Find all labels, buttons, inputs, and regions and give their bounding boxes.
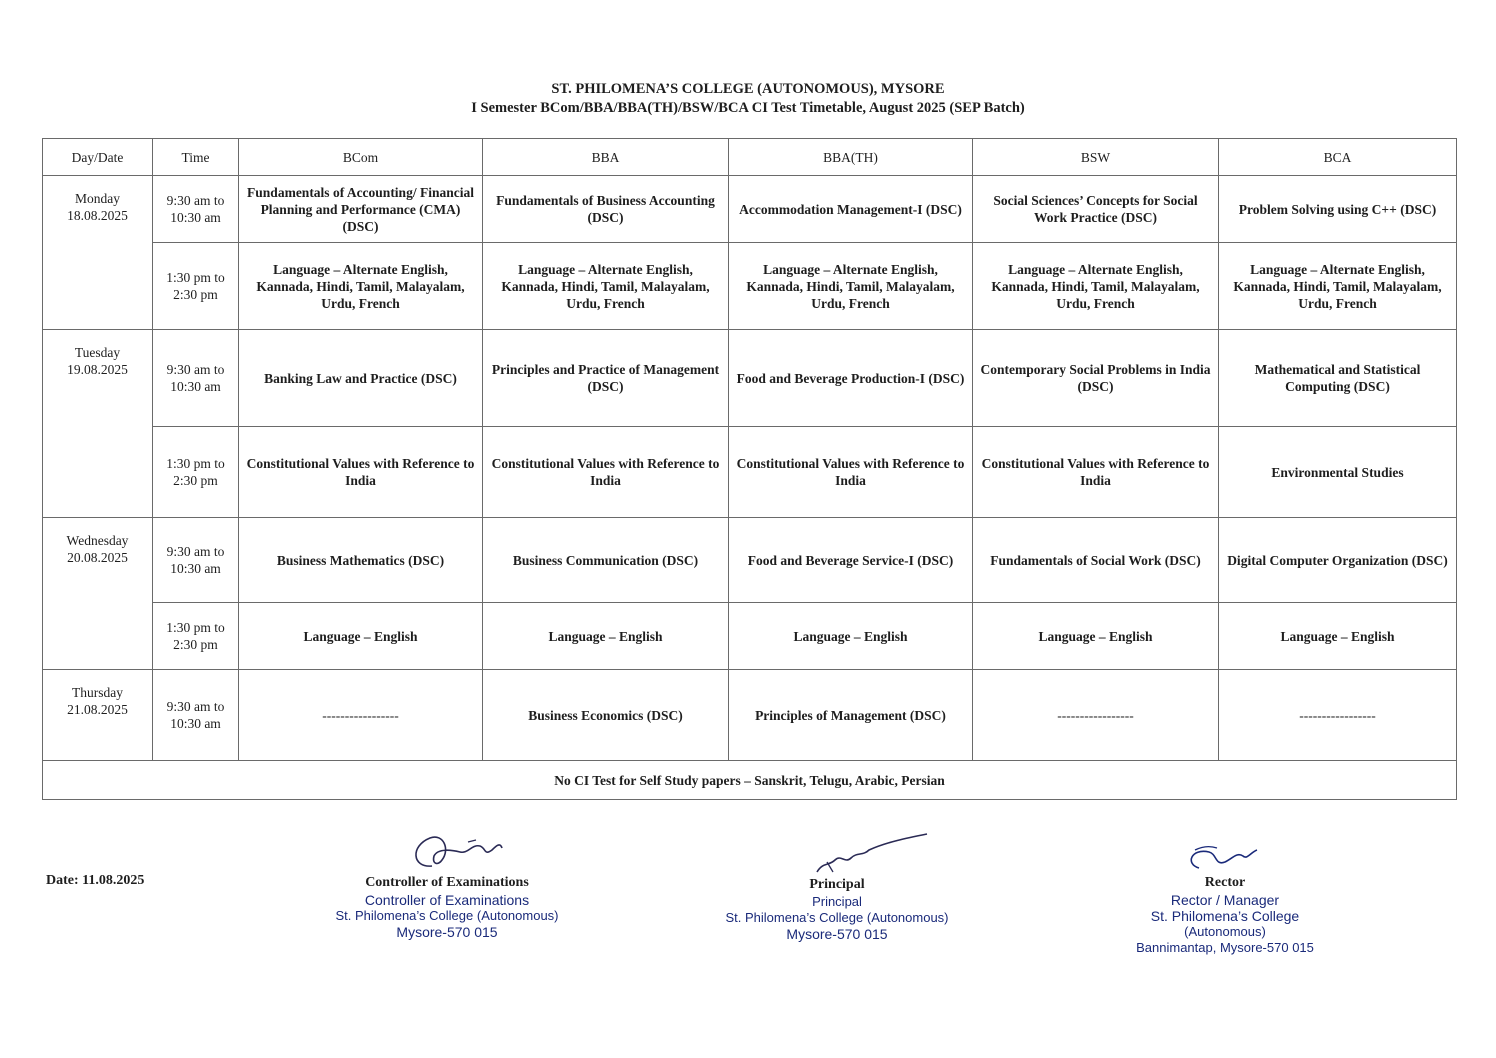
rector-stamp-line: Bannimantap, Mysore-570 015 <box>1136 940 1314 955</box>
subject-cell: Principles and Practice of Management (DSC) <box>483 330 729 427</box>
empty-subject-cell: ----------------- <box>239 670 483 761</box>
subject-cell: Language – Alternate English, Kannada, Hindi, Tamil, Malayalam, Urdu, French <box>239 243 483 330</box>
timetable-table <box>42 138 1457 800</box>
subject-cell: Business Communication (DSC) <box>483 518 729 603</box>
rector-signature <box>1110 838 1340 874</box>
time-cell: 1:30 pm to 2:30 pm <box>153 427 239 518</box>
controller-signature <box>322 828 572 874</box>
subject-cell: Social Sciences’ Concepts for Social Work Practice (DSC) <box>973 176 1219 243</box>
time-cell: 9:30 am to 10:30 am <box>153 518 239 603</box>
subject-cell: Language – English <box>239 603 483 670</box>
rector-stamp-line: St. Philomena’s College <box>1150 908 1300 924</box>
subject-cell: Problem Solving using C++ (DSC) <box>1219 176 1457 243</box>
document-heading <box>0 80 1496 118</box>
subject-cell: Constitutional Values with Reference to India <box>239 427 483 518</box>
timetable-subtitle: I Semester BCom/BBA/BBA(TH)/BSW/BCA CI Test Timetable, August 2025 (SEP Batch) <box>471 100 1025 116</box>
principal-signature-block <box>712 832 962 942</box>
principal-stamp-line: Principal <box>812 894 862 909</box>
table-row <box>43 243 1457 330</box>
controller-title: Controller of Examinations <box>365 875 529 890</box>
subject-cell: Constitutional Values with Reference to India <box>973 427 1219 518</box>
time-cell: 9:30 am to 10:30 am <box>153 670 239 761</box>
subject-cell: Food and Beverage Production-I (DSC) <box>729 330 973 427</box>
subject-cell: Fundamentals of Social Work (DSC) <box>973 518 1219 603</box>
self-study-note: No CI Test for Self Study papers – Sanskrit, Telugu, Arabic, Persian <box>43 761 1457 800</box>
table-row <box>43 670 1457 761</box>
column-header: Day/Date <box>43 139 153 176</box>
time-cell: 1:30 pm to 2:30 pm <box>153 243 239 330</box>
day-cell <box>43 670 153 761</box>
column-header: BCom <box>239 139 483 176</box>
principal-signature <box>712 832 962 876</box>
table-row <box>43 427 1457 518</box>
subject-cell: Contemporary Social Problems in India (DSC) <box>973 330 1219 427</box>
subject-cell: Accommodation Management-I (DSC) <box>729 176 973 243</box>
subject-cell: Banking Law and Practice (DSC) <box>239 330 483 427</box>
controller-stamp-line: Controller of Examinations <box>364 892 530 908</box>
subject-cell: Language – Alternate English, Kannada, Hindi, Tamil, Malayalam, Urdu, French <box>483 243 729 330</box>
subject-cell: Constitutional Values with Reference to India <box>483 427 729 518</box>
day-date: 21.08.2025 <box>67 702 128 717</box>
college-title: ST. PHILOMENA’S COLLEGE (AUTONOMOUS), MYSORE <box>551 81 945 97</box>
day-cell <box>43 518 153 670</box>
table-row <box>43 518 1457 603</box>
day-name: Thursday <box>72 685 123 700</box>
subject-cell: Language – Alternate English, Kannada, Hindi, Tamil, Malayalam, Urdu, French <box>729 243 973 330</box>
empty-subject-cell: ----------------- <box>1219 670 1457 761</box>
principal-title: Principal <box>809 877 865 892</box>
note-row <box>43 761 1457 800</box>
subject-cell: Business Mathematics (DSC) <box>239 518 483 603</box>
empty-subject-cell: ----------------- <box>973 670 1219 761</box>
subject-cell: Environmental Studies <box>1219 427 1457 518</box>
subject-cell: Language – English <box>483 603 729 670</box>
day-name: Wednesday <box>66 533 129 548</box>
table-row <box>43 176 1457 243</box>
subject-cell: Food and Beverage Service-I (DSC) <box>729 518 973 603</box>
rector-title: Rector <box>1204 875 1246 890</box>
subject-cell: Language – Alternate English, Kannada, Hindi, Tamil, Malayalam, Urdu, French <box>973 243 1219 330</box>
subject-cell: Language – English <box>1219 603 1457 670</box>
column-header: BBA <box>483 139 729 176</box>
column-header: BCA <box>1219 139 1457 176</box>
day-date: 19.08.2025 <box>67 362 128 377</box>
rector-stamp-line: Rector / Manager <box>1170 892 1280 908</box>
table-row <box>43 603 1457 670</box>
column-header: BBA(TH) <box>729 139 973 176</box>
column-header: BSW <box>973 139 1219 176</box>
table-header-row <box>43 139 1457 176</box>
controller-signature-block <box>322 828 572 940</box>
principal-stamp-line: Mysore-570 015 <box>786 926 888 942</box>
controller-stamp-line: St. Philomena’s College (Autonomous) <box>335 908 559 923</box>
subject-cell: Mathematical and Statistical Computing (DSC) <box>1219 330 1457 427</box>
subject-cell: Digital Computer Organization (DSC) <box>1219 518 1457 603</box>
subject-cell: Business Economics (DSC) <box>483 670 729 761</box>
rector-signature-block <box>1110 838 1340 956</box>
day-date: 20.08.2025 <box>67 550 128 565</box>
subject-cell: Language – English <box>729 603 973 670</box>
rector-stamp-line: (Autonomous) <box>1184 924 1266 939</box>
subject-cell: Principles of Management (DSC) <box>729 670 973 761</box>
day-name: Tuesday <box>74 345 121 360</box>
controller-stamp-line: Mysore-570 015 <box>396 924 498 940</box>
subject-cell: Fundamentals of Accounting/ Financial Planning and Performance (CMA) (DSC) <box>239 176 483 243</box>
day-cell <box>43 176 153 330</box>
subject-cell: Language – English <box>973 603 1219 670</box>
subject-cell: Fundamentals of Business Accounting (DSC) <box>483 176 729 243</box>
table-row <box>43 330 1457 427</box>
subject-cell: Language – Alternate English, Kannada, Hindi, Tamil, Malayalam, Urdu, French <box>1219 243 1457 330</box>
principal-stamp-line: St. Philomena’s College (Autonomous) <box>725 910 949 925</box>
issue-date: Date: 11.08.2025 <box>46 873 145 888</box>
day-name: Monday <box>75 191 120 206</box>
time-cell: 1:30 pm to 2:30 pm <box>153 603 239 670</box>
time-cell: 9:30 am to 10:30 am <box>153 176 239 243</box>
subject-cell: Constitutional Values with Reference to India <box>729 427 973 518</box>
time-cell: 9:30 am to 10:30 am <box>153 330 239 427</box>
column-header: Time <box>153 139 239 176</box>
day-cell <box>43 330 153 518</box>
day-date: 18.08.2025 <box>67 208 128 223</box>
